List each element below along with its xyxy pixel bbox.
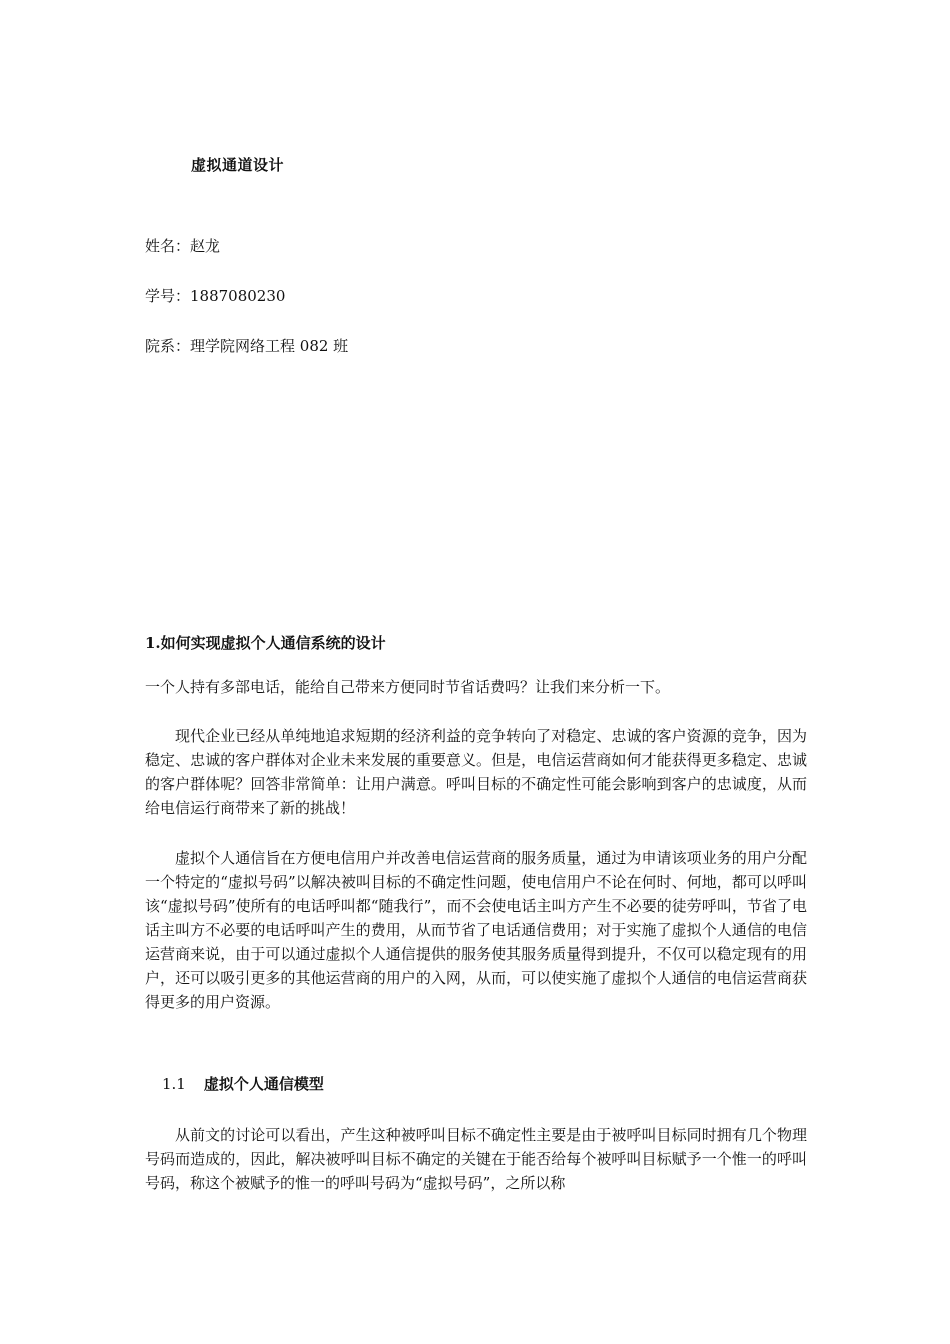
paragraph-3: 从前文的讨论可以看出，产生这种被呼叫目标不确定性主要是由于被呼叫目标同时拥有几个物理号码而造成的，因此，解决被呼叫目标不确定的关键在于能否给每个被呼叫目标赋予一个惟一的呼叫号码，称这个被赋予的惟一的呼叫号码为“虚拟号码”，之所以称 — [145, 1126, 807, 1192]
subsection-number: 1.1 — [162, 1075, 186, 1093]
student-id: 学号：1887080230 — [145, 287, 286, 305]
document-title: 虚拟通道设计 — [191, 156, 285, 174]
paragraph-1: 现代企业已经从单纯地追求短期的经济利益的竞争转向了对稳定、忠诚的客户资源的竞争，因为稳定、忠诚的客户群体对企业未来发展的重要意义。但是，电信运营商如何才能获得更多稳定、忠诚的客户群体呢？回答非常简单：让用户满意。呼叫目标的不确定性可能会影响到客户的忠诚度，从而给电信运行商带来了新的挑战！ — [145, 727, 807, 817]
subsection-heading — [162, 1073, 324, 1094]
paragraph-2: 虚拟个人通信旨在方便电信用户并改善电信运营商的服务质量，通过为申请该项业务的用户分配一个特定的“虚拟号码”以解决被叫目标的不确定性问题，使电信用户不论在何时、何地，都可以呼叫该“虚拟号码”使所有的电话呼叫都“随我行”，而不会使电话主叫方产生不必要的徒劳呼叫，节省了电话主叫方不必要的电话呼叫产生的费用，从而节省了电话通信费用；对于实施了虚拟个人通信的电信运营商来说，由于可以通过虚拟个人通信提供的服务使其服务质量得到提升，不仅可以稳定现有的用户，还可以吸引更多的其他运营商的用户的入网，从而，可以使实施了虚拟个人通信的电信运营商获得更多的用户资源。 — [145, 849, 807, 1011]
subsection-title: 虚拟个人通信模型 — [203, 1075, 324, 1093]
department: 院系：理学院网络工程 082 班 — [145, 337, 349, 355]
student-name: 姓名：赵龙 — [145, 237, 221, 255]
intro-paragraph: 一个人持有多部电话，能给自己带来方便同时节省话费吗？让我们来分析一下。 — [145, 678, 671, 696]
section-heading: 1.如何实现虚拟个人通信系统的设计 — [145, 634, 386, 652]
